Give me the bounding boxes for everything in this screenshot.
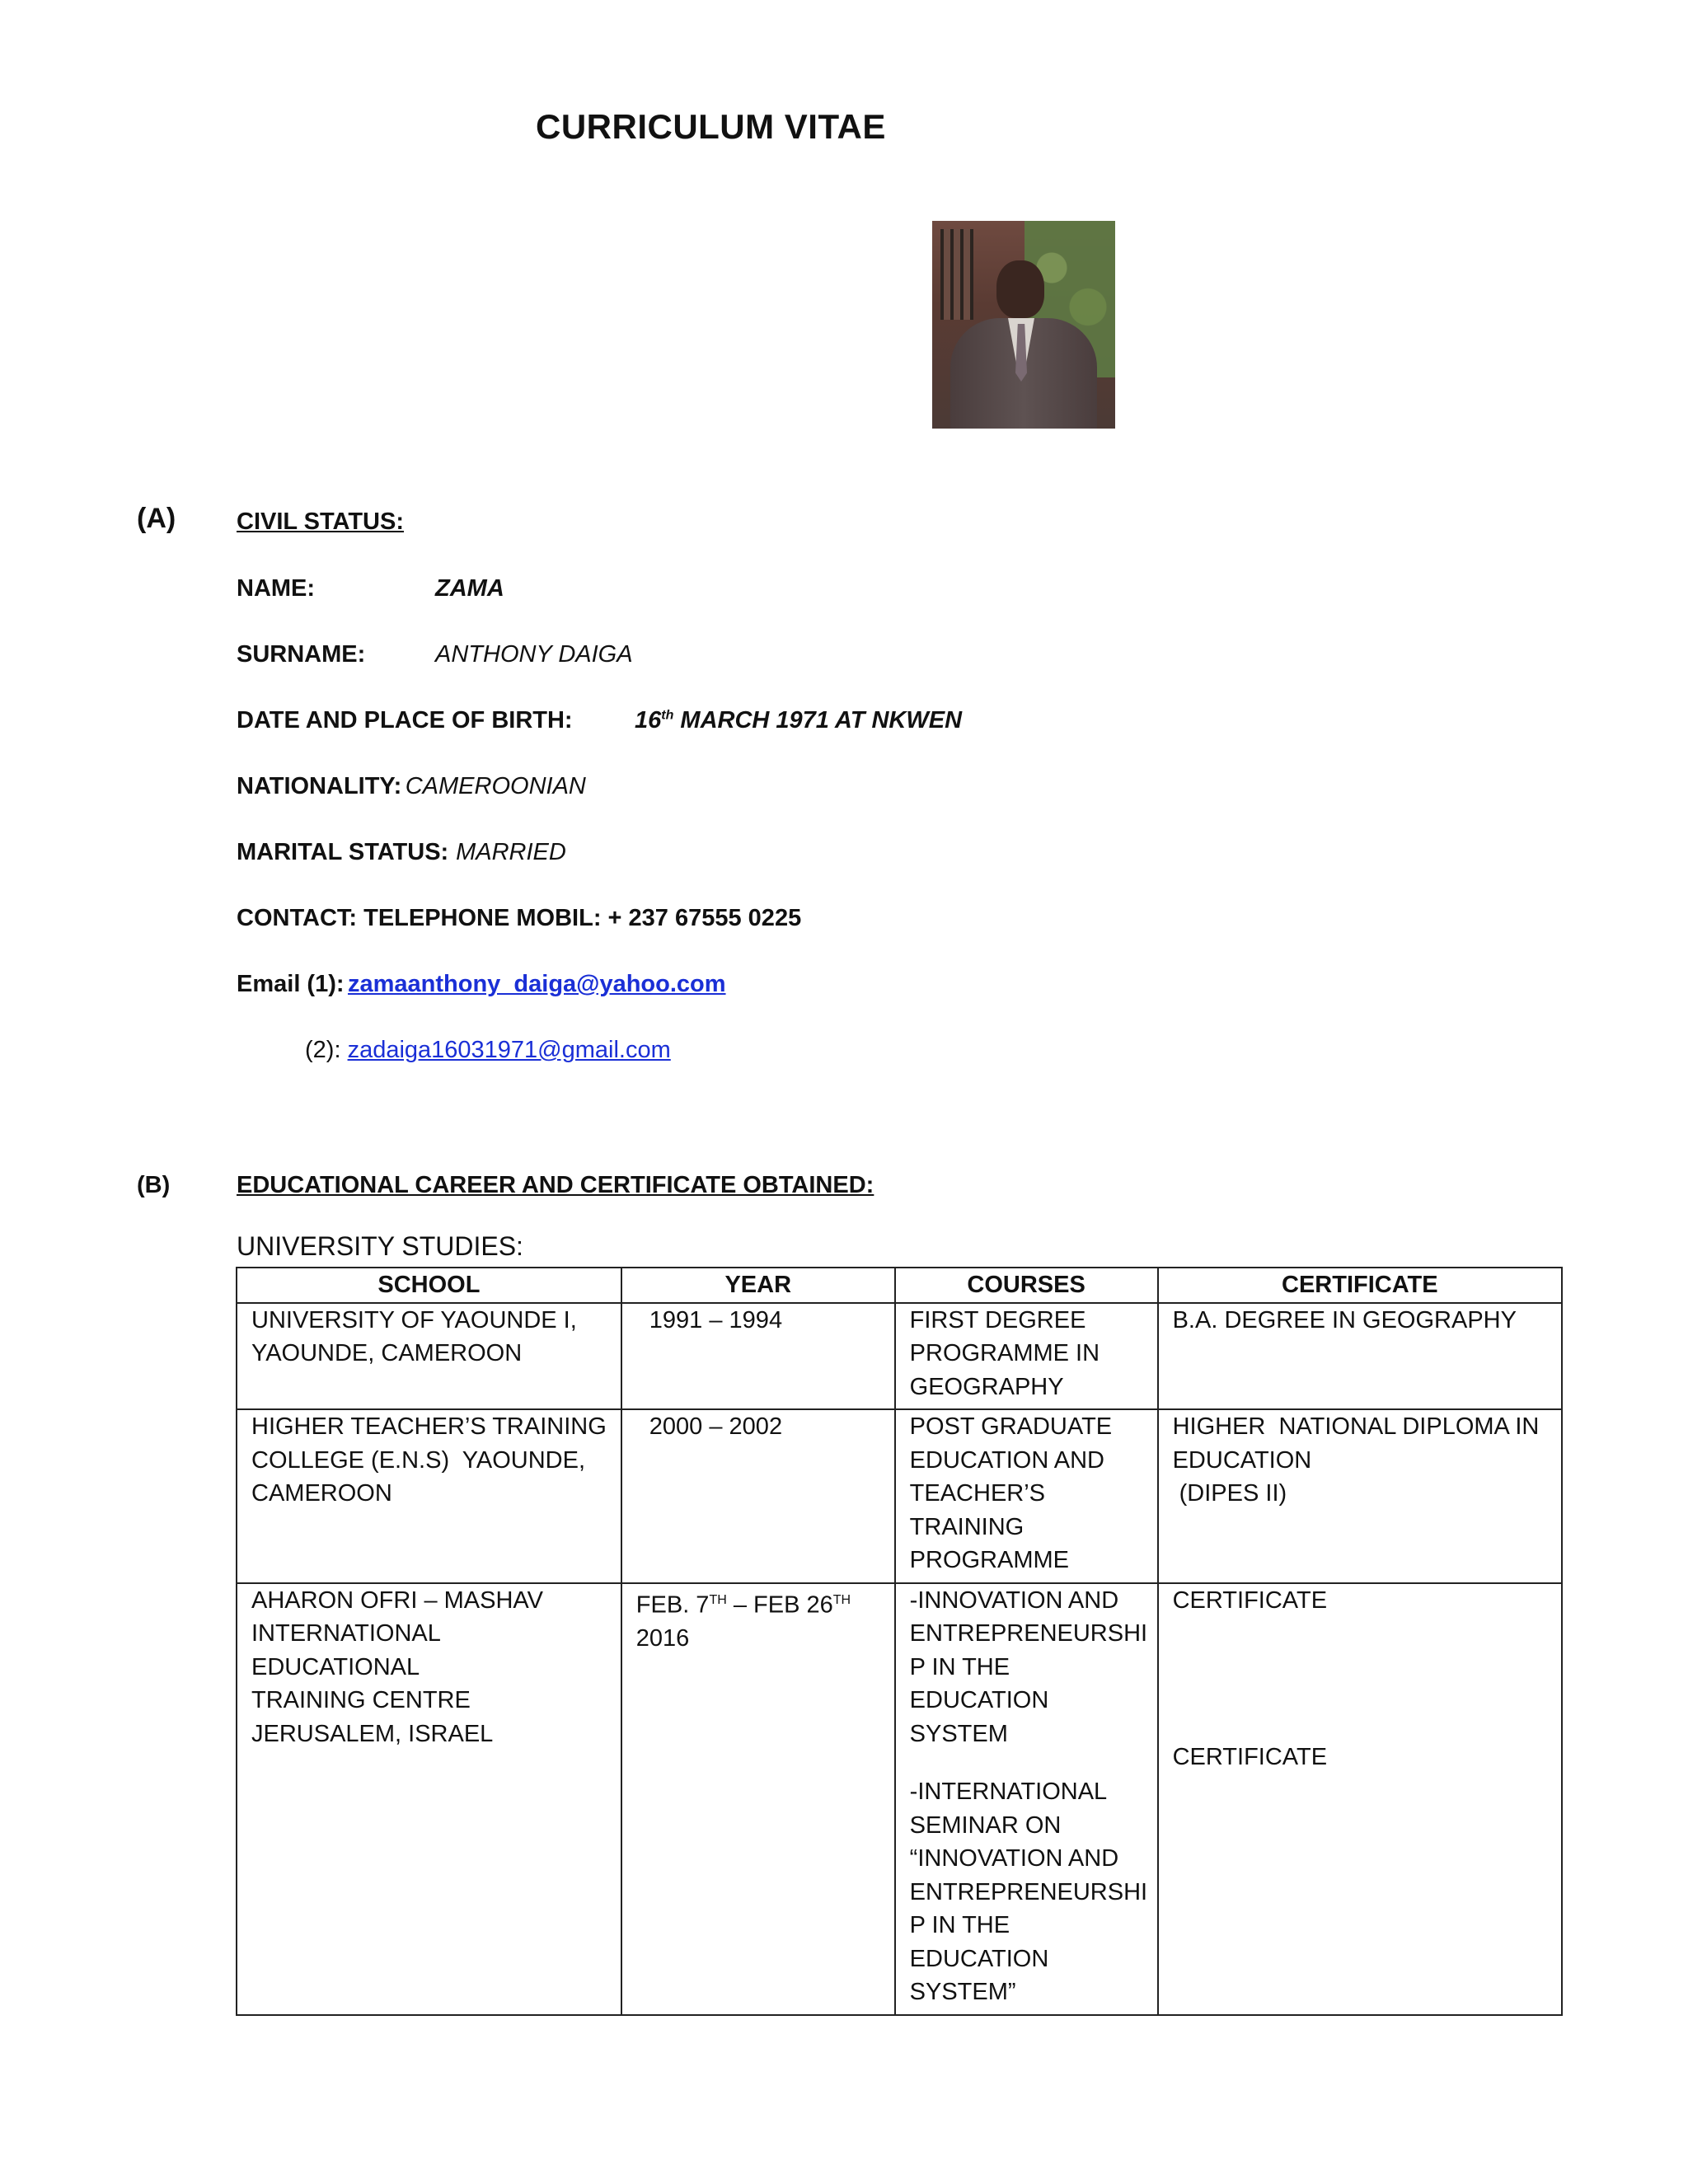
name-value: ZAMA <box>435 575 504 602</box>
courses-cell <box>895 1583 1158 2015</box>
marital-value: MARRIED <box>456 839 566 865</box>
cell-line: UNIVERSITY OF YAOUNDE I, <box>251 1306 577 1333</box>
nationality-value: CAMEROONIAN <box>405 773 586 799</box>
courses-cell <box>895 1409 1158 1583</box>
section-a-heading: CIVIL STATUS: <box>237 509 404 535</box>
cell-line: HIGHER TEACHER’S TRAINING <box>251 1413 607 1440</box>
email2-line <box>305 1037 671 1064</box>
nationality-label: NATIONALITY: <box>237 773 402 799</box>
cell-line: 2016 <box>635 1624 690 1652</box>
column-header-year: YEAR <box>621 1268 895 1303</box>
school-cell <box>237 1409 621 1583</box>
spacer <box>910 1750 1149 1775</box>
column-header-school: SCHOOL <box>237 1268 621 1303</box>
cell-line: CERTIFICATE <box>1172 1586 1328 1614</box>
cell-line: EDUCATION <box>1172 1446 1312 1474</box>
year-end: – FEB 26 <box>726 1591 833 1619</box>
year-start-suffix: TH <box>709 1592 727 1607</box>
email1-link[interactable]: zamaanthony_daiga@yahoo.com <box>347 971 726 997</box>
cell-line: EDUCATION AND <box>909 1446 1104 1474</box>
cell-line: -INTERNATIONAL <box>909 1779 1108 1805</box>
year-start: FEB. 7 <box>635 1591 710 1619</box>
cell-line: AHARON OFRI – MASHAV <box>251 1586 543 1614</box>
cell-line: YAOUNDE, CAMEROON <box>251 1340 523 1366</box>
year-cell: 1991 – 1994 <box>621 1303 895 1410</box>
cell-line: HIGHER NATIONAL DIPLOMA IN <box>1172 1413 1540 1440</box>
page-title: CURRICULUM VITAE <box>536 107 886 146</box>
photo-head-detail <box>996 260 1044 318</box>
spacer <box>1173 1617 1553 1741</box>
surname-value: ANTHONY DAIGA <box>435 641 633 668</box>
portrait-photo <box>932 221 1115 429</box>
table-header-row <box>237 1268 1562 1303</box>
cell-line: INTERNATIONAL EDUCATIONAL <box>251 1620 440 1680</box>
section-b-letter: (B) <box>137 1172 171 1198</box>
cell-line: (DIPES II) <box>1172 1480 1287 1507</box>
section-b-heading: EDUCATIONAL CAREER AND CERTIFICATE OBTAINED: <box>237 1172 874 1198</box>
cell-line: SEMINAR ON <box>909 1811 1062 1839</box>
marital-label: MARITAL STATUS: <box>237 839 449 865</box>
cell-line: TRAINING CENTRE <box>251 1687 471 1713</box>
cell-line: ENTREPRENEURSHI <box>909 1878 1148 1905</box>
cell-line <box>636 1584 886 1622</box>
birth-day-suffix: th <box>661 708 674 723</box>
birth-label: DATE AND PLACE OF BIRTH: <box>237 707 573 733</box>
cell-line: “INNOVATION AND <box>909 1845 1119 1872</box>
email1-label: Email (1): <box>237 971 345 997</box>
education-table <box>236 1267 1563 2016</box>
table-row <box>237 1583 1562 2015</box>
email2-label: (2): <box>305 1037 341 1063</box>
email2-link[interactable]: zadaiga16031971@gmail.com <box>347 1037 671 1063</box>
cell-line: PROGRAMME IN <box>909 1340 1100 1366</box>
cell-line: POST GRADUATE <box>909 1413 1113 1440</box>
year-end-suffix: TH <box>832 1592 851 1607</box>
cell-line: EDUCATION SYSTEM <box>909 1687 1049 1747</box>
cell-line: TRAINING <box>909 1513 1025 1540</box>
cell-line: CAMEROON <box>251 1480 392 1507</box>
cell-line: PROGRAMME <box>909 1547 1069 1573</box>
column-header-certificate: CERTIFICATE <box>1158 1268 1562 1303</box>
cell-line: FIRST DEGREE <box>909 1306 1086 1333</box>
cell-line: B.A. DEGREE IN GEOGRAPHY <box>1172 1306 1517 1333</box>
school-cell <box>237 1583 621 2015</box>
cell-line: ENTREPRENEURSHI <box>909 1620 1148 1647</box>
table-row <box>237 1303 1562 1410</box>
birth-day: 16 <box>635 707 662 733</box>
cell-line: EDUCATION <box>909 1945 1049 1972</box>
certificate-cell <box>1158 1303 1562 1410</box>
email1-line <box>237 971 726 998</box>
certificate-cell <box>1158 1409 1562 1583</box>
marital-line <box>237 839 566 866</box>
section-a-letter: (A) <box>137 503 176 534</box>
school-cell <box>237 1303 621 1410</box>
photo-window-detail <box>940 229 973 320</box>
certificate-cell <box>1158 1583 1562 2015</box>
year-cell <box>621 1583 895 2015</box>
nationality-line <box>237 773 586 800</box>
birth-rest: MARCH 1971 AT NKWEN <box>673 707 963 733</box>
cell-line: GEOGRAPHY <box>909 1373 1064 1400</box>
table-row <box>237 1409 1562 1583</box>
name-label: NAME: <box>237 575 316 602</box>
cell-line: P IN THE <box>909 1912 1010 1938</box>
cell-line: -INNOVATION AND <box>909 1586 1119 1614</box>
courses-cell <box>895 1303 1158 1410</box>
cell-line: COLLEGE (E.N.S) YAOUNDE, <box>251 1446 586 1474</box>
university-studies-subheading: UNIVERSITY STUDIES: <box>237 1231 523 1261</box>
cell-line: JERUSALEM, ISRAEL <box>251 1720 494 1747</box>
birth-value <box>635 707 962 734</box>
cell-line: TEACHER’S <box>909 1480 1046 1507</box>
cell-line: P IN THE <box>909 1653 1010 1680</box>
cell-line: SYSTEM” <box>909 1979 1016 2005</box>
year-cell: 2000 – 2002 <box>621 1409 895 1583</box>
contact-line: CONTACT: TELEPHONE MOBIL: + 237 67555 0225 <box>237 905 802 931</box>
column-header-courses: COURSES <box>895 1268 1158 1303</box>
cell-line: CERTIFICATE <box>1172 1744 1328 1770</box>
surname-label: SURNAME: <box>237 641 366 668</box>
